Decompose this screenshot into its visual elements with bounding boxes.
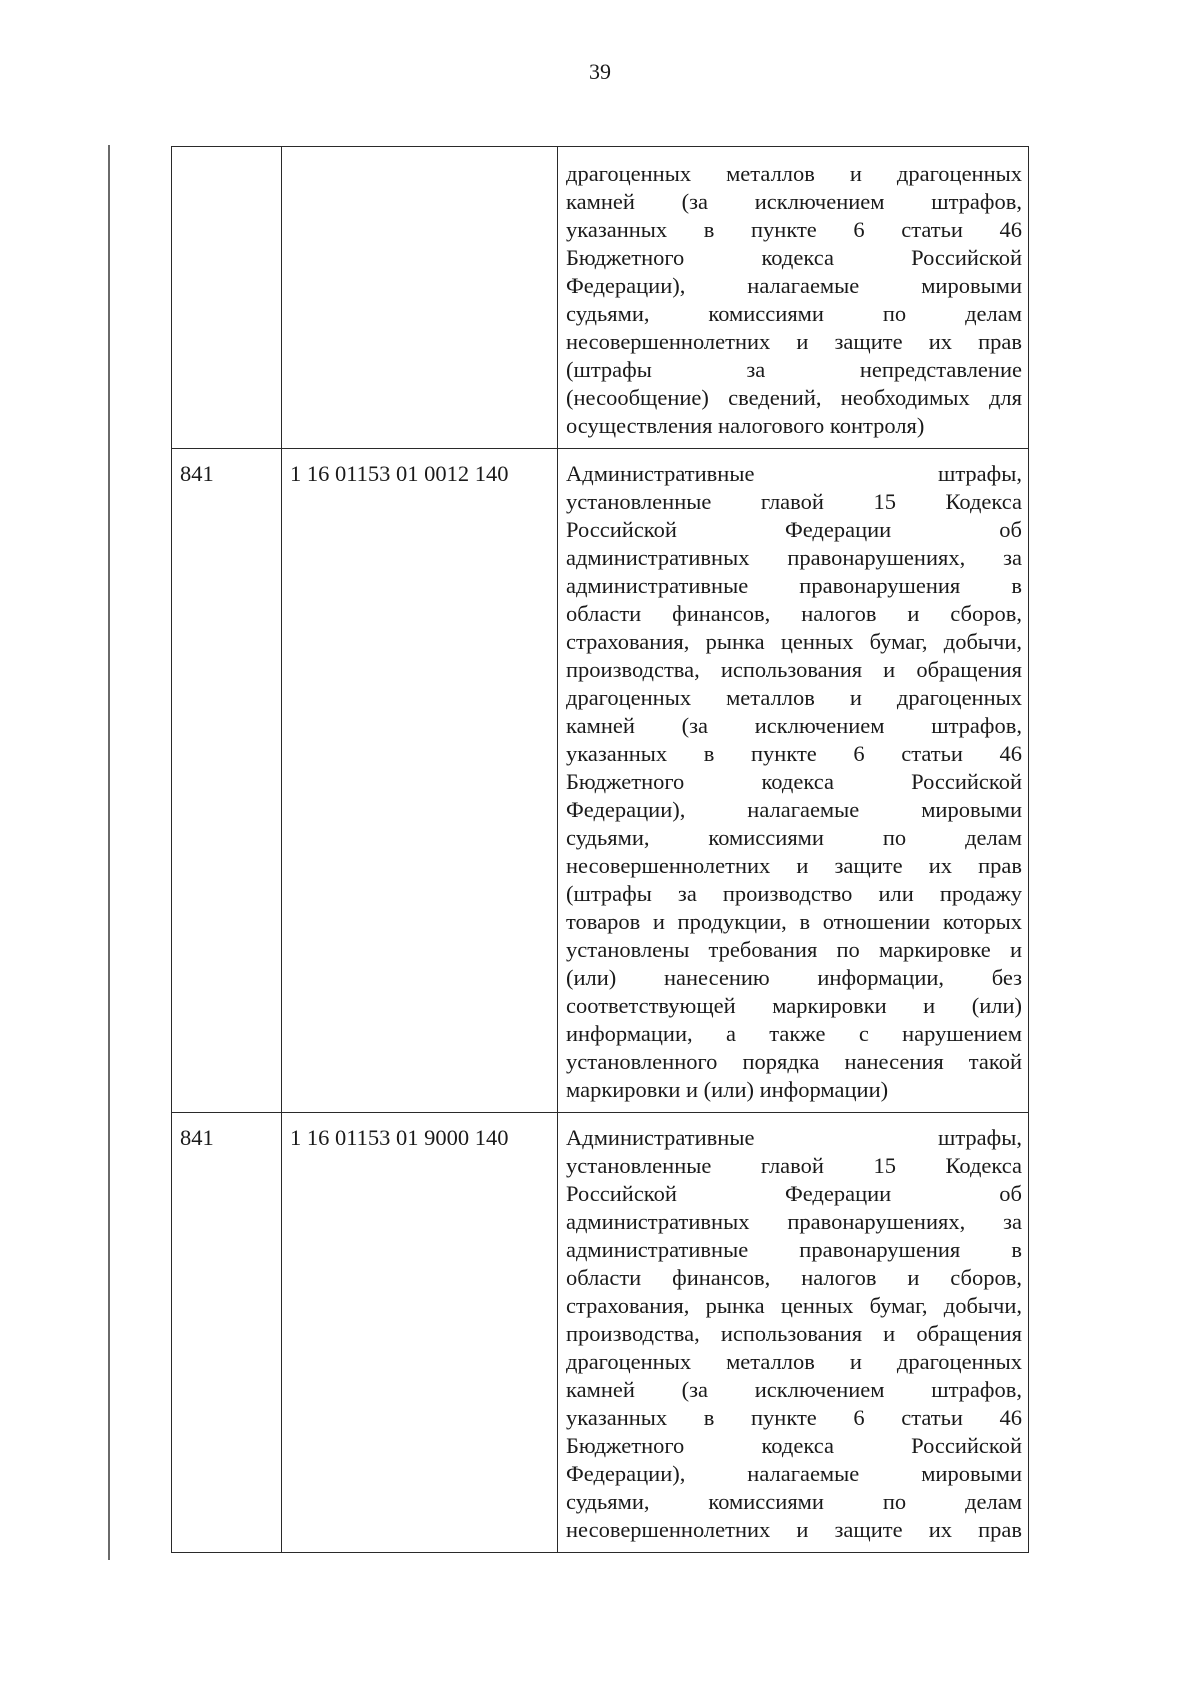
- description-line: установленные главой 15 Кодекса: [566, 489, 1022, 514]
- description-line: административные правонарушения в: [566, 1237, 1022, 1262]
- description-cell: [558, 449, 1029, 1113]
- description-line: драгоценных металлов и драгоценных: [566, 161, 1022, 186]
- description-line: административных правонарушениях, за: [566, 545, 1022, 570]
- description-line: административных правонарушениях, за: [566, 1209, 1022, 1234]
- description-line: Бюджетного кодекса Российской: [566, 1433, 1022, 1458]
- description-line: страхования, рынка ценных бумаг, добычи,: [566, 629, 1022, 654]
- description-line: информации, а также с нарушением: [566, 1021, 1022, 1046]
- description-line: судьями, комиссиями по делам: [566, 1489, 1022, 1514]
- kbk-code-cell: [282, 147, 558, 449]
- admin-code-cell: [172, 147, 282, 449]
- description-line: (штрафы за непредставление: [566, 357, 1022, 382]
- description-line: судьями, комиссиями по делам: [566, 301, 1022, 326]
- description-line: (несообщение) сведений, необходимых для: [566, 385, 1022, 410]
- description-line: (штрафы за производство или продажу: [566, 881, 1022, 906]
- description-line: Федерации), налагаемые мировыми: [566, 797, 1022, 822]
- description-line: установлены требования по маркировке и: [566, 937, 1022, 962]
- description-line: соответствующей маркировки и (или): [566, 993, 1022, 1018]
- description-line: (или) нанесению информации, без: [566, 965, 1022, 990]
- kbk-code-cell: 1 16 01153 01 9000 140: [282, 1113, 558, 1553]
- description-line: судьями, комиссиями по делам: [566, 825, 1022, 850]
- description-line: драгоценных металлов и драгоценных: [566, 685, 1022, 710]
- description-line: Административные штрафы,: [566, 1125, 1022, 1150]
- admin-code-cell: 841: [172, 1113, 282, 1553]
- admin-code-cell: 841: [172, 449, 282, 1113]
- description-line: Российской Федерации об: [566, 517, 1022, 542]
- description-line: производства, использования и обращения: [566, 1321, 1022, 1346]
- description-line: товаров и продукции, в отношении которых: [566, 909, 1022, 934]
- description-line: драгоценных металлов и драгоценных: [566, 1349, 1022, 1374]
- description-line: страхования, рынка ценных бумаг, добычи,: [566, 1293, 1022, 1318]
- margin-line: [108, 145, 110, 1560]
- budget-classification-table: [171, 146, 1029, 1553]
- description-line: несовершеннолетних и защите их прав: [566, 1517, 1022, 1542]
- description-line: административные правонарушения в: [566, 573, 1022, 598]
- kbk-code-cell: 1 16 01153 01 0012 140: [282, 449, 558, 1113]
- description-line: камней (за исключением штрафов,: [566, 189, 1022, 214]
- description-line: области финансов, налогов и сборов,: [566, 1265, 1022, 1290]
- description-line: Административные штрафы,: [566, 461, 1022, 486]
- description-line: указанных в пункте 6 статьи 46: [566, 217, 1022, 242]
- description-line: камней (за исключением штрафов,: [566, 713, 1022, 738]
- table-row: [172, 449, 1029, 1113]
- description-line: Федерации), налагаемые мировыми: [566, 1461, 1022, 1486]
- table-row: [172, 147, 1029, 449]
- description-line: несовершеннолетних и защите их прав: [566, 329, 1022, 354]
- description-line: области финансов, налогов и сборов,: [566, 601, 1022, 626]
- description-cell: [558, 1113, 1029, 1553]
- description-line: осуществления налогового контроля): [566, 413, 925, 438]
- description-line: маркировки и (или) информации): [566, 1077, 889, 1102]
- description-line: несовершеннолетних и защите их прав: [566, 853, 1022, 878]
- page-number: 39: [589, 59, 611, 84]
- description-line: Российской Федерации об: [566, 1181, 1022, 1206]
- description-line: указанных в пункте 6 статьи 46: [566, 1405, 1022, 1430]
- description-line: производства, использования и обращения: [566, 657, 1022, 682]
- description-line: Федерации), налагаемые мировыми: [566, 273, 1022, 298]
- description-cell: [558, 147, 1029, 449]
- description-line: Бюджетного кодекса Российской: [566, 245, 1022, 270]
- description-line: указанных в пункте 6 статьи 46: [566, 741, 1022, 766]
- description-line: камней (за исключением штрафов,: [566, 1377, 1022, 1402]
- description-line: Бюджетного кодекса Российской: [566, 769, 1022, 794]
- description-line: установленные главой 15 Кодекса: [566, 1153, 1022, 1178]
- table-row: [172, 1113, 1029, 1553]
- description-line: установленного порядка нанесения такой: [566, 1049, 1022, 1074]
